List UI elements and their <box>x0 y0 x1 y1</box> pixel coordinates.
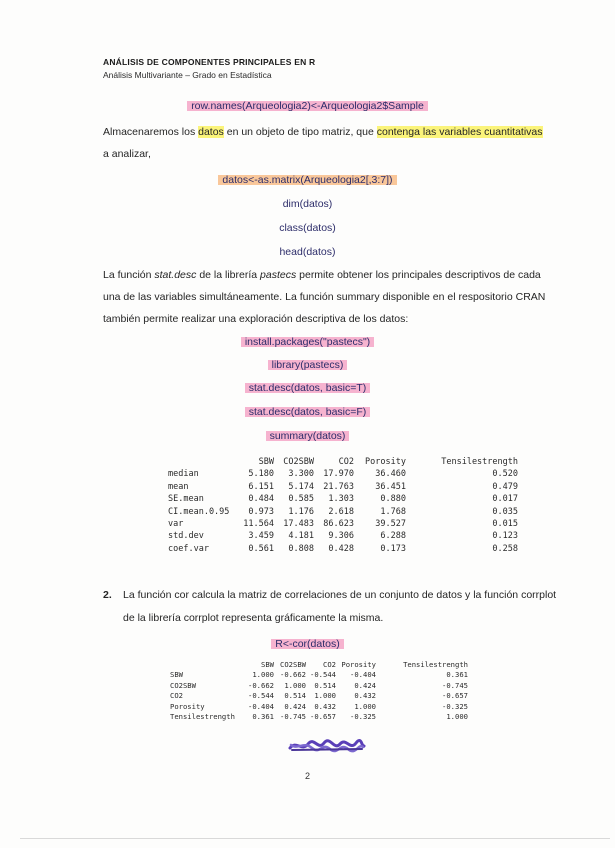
descriptive-stats-row <box>168 468 518 480</box>
correlation-row <box>170 691 468 701</box>
descriptive-stats-row-value: 0.428 <box>328 543 354 554</box>
correlation-row-value: -0.657 <box>442 691 468 701</box>
descriptive-stats-row <box>168 493 518 505</box>
scribbled-out-code <box>288 737 366 755</box>
descriptive-stats-row-value: 4.181 <box>288 531 314 542</box>
code-asmatrix-text: datos<-as.matrix(Arqueologia2[,3:7]) <box>218 174 396 186</box>
document-title: ANÁLISIS DE COMPONENTES PRINCIPALES EN R <box>103 57 316 67</box>
correlation-row <box>170 712 468 722</box>
code-statdesc-t-text: stat.desc(datos, basic=T) <box>245 382 371 394</box>
correlation-row-value: 0.514 <box>314 680 336 690</box>
page-number: 2 <box>304 771 310 781</box>
descriptive-stats-row <box>168 543 518 555</box>
correlation-row-value: 1.000 <box>284 680 306 690</box>
para2-emphasis-pastecs: pastecs <box>260 269 297 281</box>
descriptive-stats-col-header: CO2 <box>338 457 354 467</box>
correlation-header-row <box>170 660 468 670</box>
descriptive-stats-row-value: 1.303 <box>328 494 354 505</box>
descriptive-stats-col-header: CO2SBW <box>283 457 314 467</box>
descriptive-stats-col-header: Tensilestrength <box>441 457 518 467</box>
descriptive-stats-row-value: 6.288 <box>380 531 406 542</box>
descriptive-stats-row-value: 5.174 <box>288 481 314 492</box>
item2-line2: de la librería corrplot representa gráficamente la misma. <box>123 612 384 624</box>
code-rownames-text: row.names(Arqueologia2)<-Arqueologia2$Sample <box>187 100 428 112</box>
numbered-item-2 <box>103 589 556 601</box>
descriptive-stats-row-value: 0.123 <box>492 531 518 542</box>
paragraph-datos-line1 <box>103 121 553 143</box>
correlation-col-header: CO2SBW <box>280 660 306 669</box>
para2-text-2: de la librería <box>196 269 261 281</box>
descriptive-stats-row <box>168 481 518 493</box>
correlation-row-value: 0.432 <box>314 701 336 711</box>
descriptive-stats-row-value: 2.618 <box>328 506 354 517</box>
correlation-col-header: Porosity <box>341 660 376 669</box>
descriptive-stats-row <box>168 518 518 530</box>
descriptive-stats-row-value: 0.585 <box>288 494 314 505</box>
code-line-cor <box>0 638 615 650</box>
code-line-library <box>0 359 615 371</box>
paragraph-datos-line2: a analizar, <box>103 148 151 160</box>
para1-highlight-datos: datos <box>198 126 224 138</box>
descriptive-stats-row-value: 5.180 <box>248 469 274 480</box>
descriptive-stats-row-value: 11.564 <box>243 519 274 530</box>
descriptive-stats-row <box>168 530 518 542</box>
code-line-class: class(datos) <box>279 222 336 234</box>
correlation-row-value: -0.745 <box>280 712 306 722</box>
correlation-row-value: 1.000 <box>354 701 376 711</box>
code-line-statdesc-basic-t <box>0 382 615 394</box>
descriptive-stats-output <box>168 456 518 555</box>
correlation-col-header: SBW <box>261 660 274 669</box>
para2-emphasis-statdesc: stat.desc <box>154 269 197 281</box>
correlation-matrix-output <box>170 660 468 722</box>
code-line-summary <box>0 430 615 442</box>
correlation-row-value: -0.657 <box>310 712 336 722</box>
correlation-col-header: CO2 <box>323 660 336 669</box>
descriptive-stats-row <box>168 506 518 518</box>
correlation-row-value: 0.424 <box>354 680 376 690</box>
descriptive-stats-row-label: CI.mean.0.95 <box>168 506 230 517</box>
descriptive-stats-corner <box>168 456 234 468</box>
descriptive-stats-row-value: 0.484 <box>248 494 274 505</box>
descriptive-stats-row-value: 86.623 <box>323 519 354 530</box>
code-summary-text: summary(datos) <box>266 430 350 442</box>
descriptive-stats-row-value: 9.306 <box>328 531 354 542</box>
descriptive-stats-row-value: 0.561 <box>248 543 274 554</box>
correlation-col-header: Tensilestrength <box>403 660 468 669</box>
correlation-row-value: 0.432 <box>354 691 376 701</box>
descriptive-stats-row-value: 1.768 <box>380 506 406 517</box>
code-line-asmatrix <box>0 174 615 186</box>
descriptive-stats-col-header: Porosity <box>365 457 406 467</box>
paragraph-datos <box>103 121 553 165</box>
code-line-dim: dim(datos) <box>282 198 333 210</box>
descriptive-stats-row-value: 17.483 <box>283 519 314 530</box>
descriptive-stats-row-value: 1.176 <box>288 506 314 517</box>
descriptive-stats-row-label: SE.mean <box>168 494 204 505</box>
descriptive-stats-row-label: median <box>168 469 199 480</box>
descriptive-stats-row-value: 0.880 <box>380 494 406 505</box>
descriptive-stats-row-value: 3.300 <box>288 469 314 480</box>
correlation-row-value: -0.325 <box>350 712 376 722</box>
code-library-text: library(pastecs) <box>268 359 348 371</box>
descriptive-stats-row-value: 0.258 <box>492 543 518 554</box>
correlation-row-label: CO2SBW <box>170 680 196 690</box>
descriptive-stats-row-label: std.dev <box>168 531 204 542</box>
correlation-row-value: -0.404 <box>350 670 376 680</box>
correlation-corner <box>170 660 242 670</box>
footer-divider <box>20 838 610 839</box>
correlation-row-value: -0.662 <box>280 670 306 680</box>
correlation-row-label: SBW <box>170 670 183 680</box>
correlation-row-value: 1.000 <box>252 670 274 680</box>
correlation-row-value: 1.000 <box>446 712 468 722</box>
descriptive-stats-header-row <box>168 456 518 468</box>
descriptive-stats-row-label: var <box>168 519 184 530</box>
descriptive-stats-row-value: 0.808 <box>288 543 314 554</box>
correlation-row <box>170 670 468 680</box>
correlation-row-value: -0.544 <box>310 670 336 680</box>
descriptive-stats-row-value: 39.527 <box>375 519 406 530</box>
correlation-row-value: -0.404 <box>248 701 274 711</box>
correlation-row-value: 0.361 <box>252 712 274 722</box>
descriptive-stats-row-value: 0.479 <box>492 481 518 492</box>
descriptive-stats-row-value: 0.015 <box>492 519 518 530</box>
descriptive-stats-row-value: 21.763 <box>323 481 354 492</box>
code-install-text: install.packages("pastecs") <box>241 336 374 348</box>
correlation-row-label: Porosity <box>170 701 205 711</box>
para1-text-1: Almacenaremos los <box>103 126 199 138</box>
item2-line1: La función cor calcula la matriz de correlaciones de un conjunto de datos y la función corrplot <box>123 589 557 601</box>
document-subtitle: Análisis Multivariante – Grado en Estadística <box>103 70 272 80</box>
descriptive-stats-row-value: 3.459 <box>248 531 274 542</box>
code-line-head: head(datos) <box>279 246 336 258</box>
correlation-row-value: 0.424 <box>284 701 306 711</box>
descriptive-stats-row-value: 36.451 <box>375 481 406 492</box>
descriptive-stats-row-value: 0.973 <box>248 506 274 517</box>
correlation-row-label: Tensilestrength <box>170 712 235 722</box>
correlation-row <box>170 702 468 712</box>
descriptive-stats-row-value: 36.460 <box>375 469 406 480</box>
descriptive-stats-row-value: 0.173 <box>380 543 406 554</box>
para2-text-3: permite obtener los principales descriptivos de cada una de las variables simultáneamente. La función summary disponible en el respositorio CRAN también permite realizar una exploración descriptiva de los datos: <box>103 269 546 325</box>
code-statdesc-f-text: stat.desc(datos, basic=F) <box>245 406 371 418</box>
para1-highlight-variables: contenga las variables cuantitativas <box>376 126 543 138</box>
code-line-rownames <box>0 100 615 112</box>
correlation-row-value: -0.745 <box>442 680 468 690</box>
descriptive-stats-row-value: 0.520 <box>492 469 518 480</box>
descriptive-stats-row-value: 6.151 <box>248 481 274 492</box>
correlation-row-value: 0.361 <box>446 670 468 680</box>
correlation-row-value: 1.000 <box>314 691 336 701</box>
descriptive-stats-row-label: coef.var <box>168 543 209 554</box>
code-line-install <box>0 336 615 348</box>
para2-text-1: La función <box>103 269 155 281</box>
descriptive-stats-row-value: 17.970 <box>323 469 354 480</box>
correlation-row-label: CO2 <box>170 691 183 701</box>
descriptive-stats-col-header: SBW <box>258 457 274 467</box>
descriptive-stats-row-value: 0.035 <box>492 506 518 517</box>
code-line-statdesc-basic-f <box>0 406 615 418</box>
correlation-row-value: -0.325 <box>442 701 468 711</box>
descriptive-stats-row-value: 0.017 <box>492 494 518 505</box>
item-number: 2. <box>103 589 112 601</box>
correlation-row <box>170 681 468 691</box>
para1-text-2: en un objeto de tipo matriz, que <box>223 126 377 138</box>
descriptive-stats-row-label: mean <box>168 481 189 492</box>
code-cor-text: R<-cor(datos) <box>271 638 343 650</box>
correlation-row-value: -0.662 <box>248 680 274 690</box>
paragraph-statdesc <box>103 264 553 330</box>
correlation-row-value: 0.514 <box>284 691 306 701</box>
correlation-row-value: -0.544 <box>248 691 274 701</box>
